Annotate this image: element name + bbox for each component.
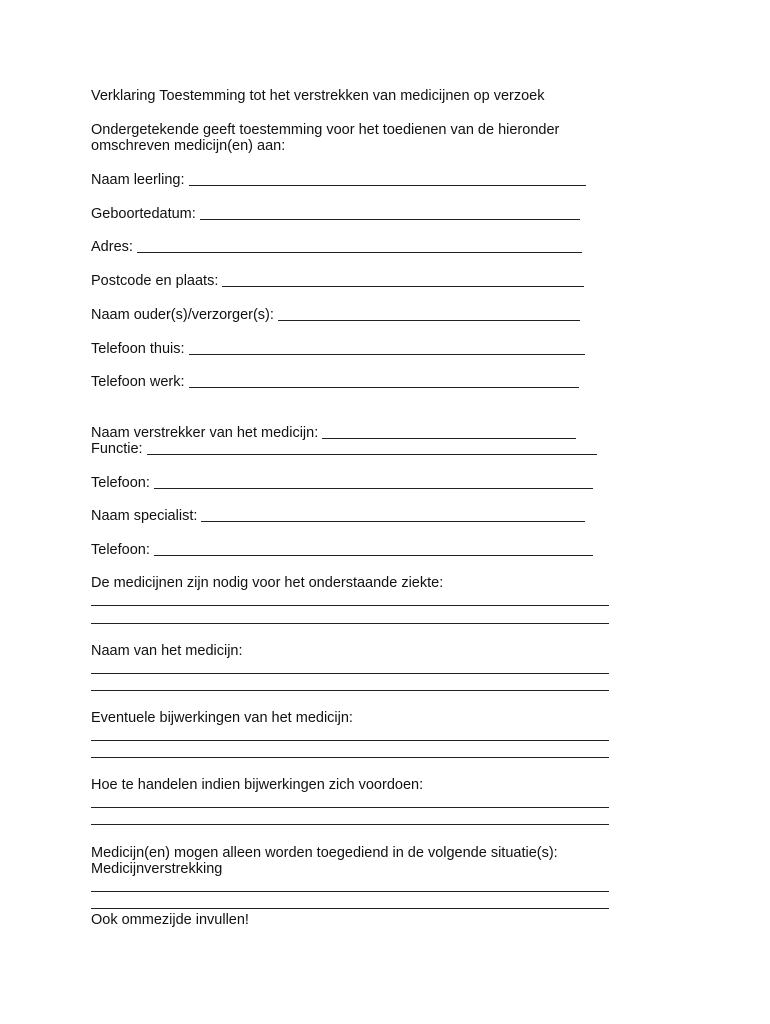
field-adres	[91, 239, 582, 256]
field-label: Naam ouder(s)/verzorger(s):	[91, 307, 274, 323]
field-telefoon-werk	[91, 374, 579, 391]
input-line[interactable]	[154, 488, 593, 489]
field-label: Naam specialist:	[91, 508, 198, 524]
field-telefoon-specialist	[91, 542, 593, 559]
field-naam-specialist	[91, 508, 585, 525]
field-telefoon-thuis	[91, 341, 585, 358]
input-line[interactable]	[147, 454, 597, 455]
field-naam-verstrekker	[91, 425, 576, 442]
input-line[interactable]	[91, 673, 609, 674]
field-label: Adres:	[91, 239, 133, 255]
field-naam-ouder	[91, 307, 580, 324]
field-label: Naam verstrekker van het medicijn:	[91, 425, 319, 441]
input-line[interactable]	[189, 387, 579, 388]
field-label: Telefoon werk:	[91, 374, 185, 390]
input-line[interactable]	[91, 740, 609, 741]
section-ziekte: De medicijnen zijn nodig voor het onderstaande ziekte:	[91, 575, 444, 591]
intro-text-line1: Ondergetekende geeft toestemming voor het toedienen van de hieronder	[91, 122, 560, 138]
input-line[interactable]	[91, 908, 609, 909]
input-line[interactable]	[91, 891, 609, 892]
input-line[interactable]	[200, 219, 580, 220]
input-line[interactable]	[91, 824, 609, 825]
field-label: Postcode en plaats:	[91, 273, 219, 289]
input-line[interactable]	[91, 757, 609, 758]
field-functie	[91, 441, 597, 458]
field-label: Naam leerling:	[91, 172, 185, 188]
input-line[interactable]	[222, 286, 584, 287]
input-line[interactable]	[322, 438, 576, 439]
field-telefoon-verstrekker	[91, 475, 593, 492]
field-geboortedatum	[91, 206, 580, 223]
field-label: Functie:	[91, 441, 143, 457]
field-label: Telefoon thuis:	[91, 341, 185, 357]
input-line[interactable]	[189, 354, 585, 355]
field-label: Geboortedatum:	[91, 206, 196, 222]
field-label: Telefoon:	[91, 475, 150, 491]
input-line[interactable]	[91, 623, 609, 624]
field-naam-leerling	[91, 172, 586, 189]
intro-text-line2: omschreven medicijn(en) aan:	[91, 138, 286, 154]
input-line[interactable]	[91, 807, 609, 808]
input-line[interactable]	[201, 521, 585, 522]
document-title: Verklaring Toestemming tot het verstrekken van medicijnen op verzoek	[91, 88, 545, 104]
input-line[interactable]	[278, 320, 580, 321]
input-line[interactable]	[154, 555, 593, 556]
input-line[interactable]	[91, 605, 609, 606]
section-naam-medicijn: Naam van het medicijn:	[91, 643, 243, 659]
field-postcode-plaats	[91, 273, 584, 290]
situaties-value: Medicijnverstrekking	[91, 861, 223, 877]
input-line[interactable]	[137, 252, 582, 253]
input-line[interactable]	[189, 185, 586, 186]
footer-note: Ook ommezijde invullen!	[91, 912, 249, 928]
input-line[interactable]	[91, 690, 609, 691]
section-situaties: Medicijn(en) mogen alleen worden toegediend in de volgende situatie(s):	[91, 845, 558, 861]
section-handelen: Hoe te handelen indien bijwerkingen zich voordoen:	[91, 777, 424, 793]
section-bijwerkingen: Eventuele bijwerkingen van het medicijn:	[91, 710, 353, 726]
field-label: Telefoon:	[91, 542, 150, 558]
